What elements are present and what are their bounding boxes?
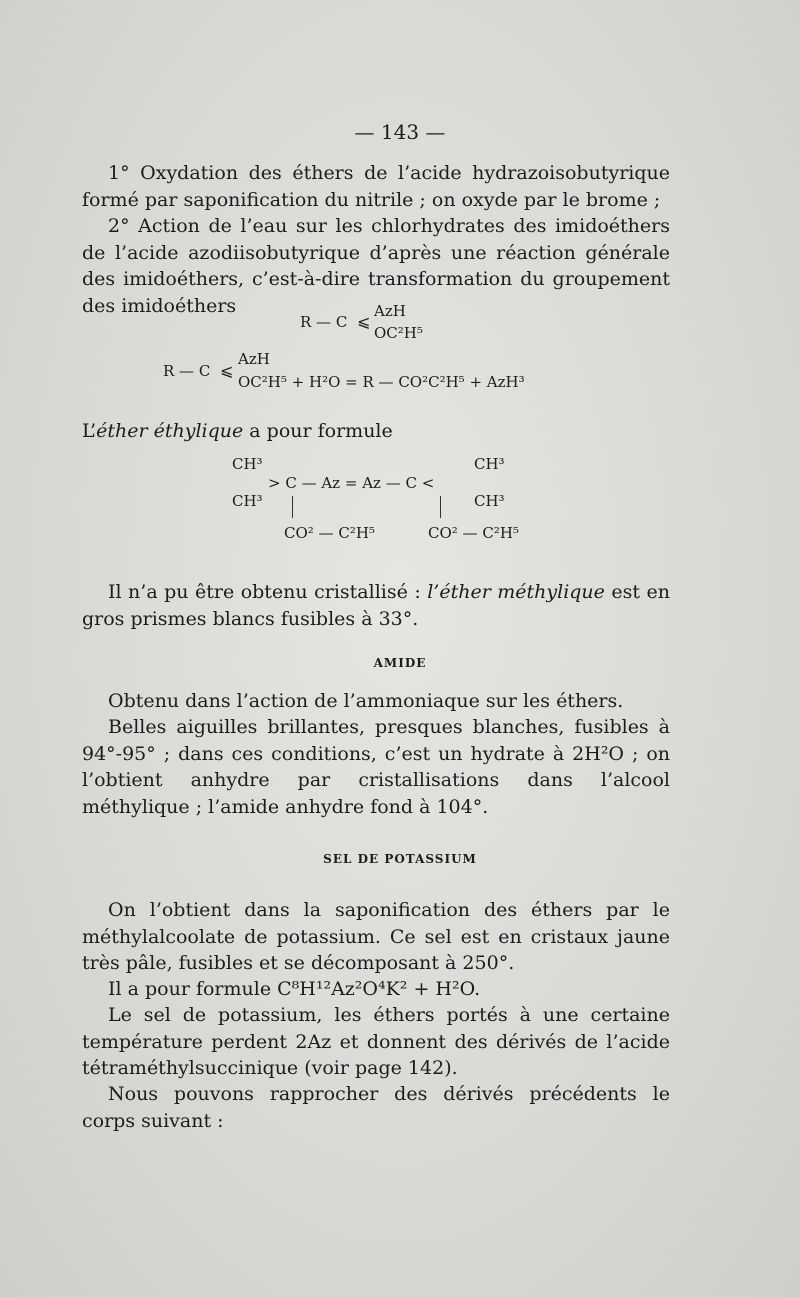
formula1-rc: R — C xyxy=(300,313,348,331)
ether-ethylique-line: L’éther éthylique a pour formule xyxy=(82,420,393,442)
struct-ch3-bottom-right: CH³ xyxy=(474,492,505,510)
paragraph-saponification: On l’obtient dans la saponification des éthers par le méthylalcoolate de potassium. Ce sel est en cristaux jaune très pâle, fusibles et se décomposant à 250°. xyxy=(82,899,670,974)
formula1-oc2h5: OC²H⁵ xyxy=(374,324,423,342)
struct-ch3-bottom-left: CH³ xyxy=(232,492,263,510)
struct-ch3-top-right: CH³ xyxy=(474,455,505,473)
heading-amide: AMIDE xyxy=(373,656,427,670)
paragraph-sel-ethers: Le sel de potassium, les éthers portés à une certaine température perdent 2Az et donnent des dérivés de l’acide tétraméthylsuccinique (voir page 142). xyxy=(82,1004,670,1079)
paragraph-amide-aiguilles: Belles aiguilles brillantes, presques blanches, fusibles à 94°-95° ; dans ces conditions, c’est un hydrate à 2H²O ; on l’obtient anhydre par cristallisations dans l’alcool méthylique ; l’amide anhydre fond à 104°. xyxy=(82,716,670,818)
ether-methylique-italic: l’éther méthylique xyxy=(427,581,605,603)
formula2-rc: R — C xyxy=(163,362,211,380)
page-number: — 143 — xyxy=(354,120,446,144)
struct-co-left: CO² — C²H⁵ xyxy=(284,524,375,542)
formula2-equation: OC²H⁵ + H²O = R — CO²C²H⁵ + AzH³ xyxy=(238,373,525,391)
paragraph-oxydation: 1° Oxydation des éthers de l’acide hydrazoisobutyrique formé par saponification du nitrile ; on oxyde par le brome ; xyxy=(82,162,670,211)
struct-co-right: CO² — C²H⁵ xyxy=(428,524,519,542)
formula1-bond-glyph: ⩽ xyxy=(357,312,371,331)
paragraph-ether-methylique: Il n’a pu être obtenu cristallisé : l’éther méthylique est en gros prismes blancs fusibles à 33°. xyxy=(82,581,670,630)
struct-bond-left xyxy=(292,496,293,518)
formula1-azh: AzH xyxy=(374,302,406,320)
heading-sel-potassium: SEL DE POTASSIUM xyxy=(323,852,477,866)
struct-bond-right xyxy=(440,496,441,518)
ether-ethylique-italic: éther éthylique xyxy=(96,420,244,442)
paragraph-formule-sel: Il a pour formule C⁸H¹²Az²O⁴K² + H²O. xyxy=(108,978,481,1000)
struct-ch3-top-left: CH³ xyxy=(232,455,263,473)
struct-center-chain: > C — Az = Az — C < xyxy=(268,474,435,492)
paragraph-rapprocher: Nous pouvons rapprocher des dérivés précédents le corps suivant : xyxy=(82,1083,670,1132)
formula2-bond-glyph: ⩽ xyxy=(220,361,234,380)
formula2-azh: AzH xyxy=(238,350,270,368)
paragraph-amide-obtenu: Obtenu dans l’action de l’ammoniaque sur les éthers. xyxy=(108,690,624,712)
paragraph-action-eau: 2° Action de l’eau sur les chlorhydrates des imidoéthers de l’acide azodiisobutyrique d’après une réaction générale des imidoéthers, c’est-à-dire transformation du groupement des imidoéthers xyxy=(82,215,670,317)
